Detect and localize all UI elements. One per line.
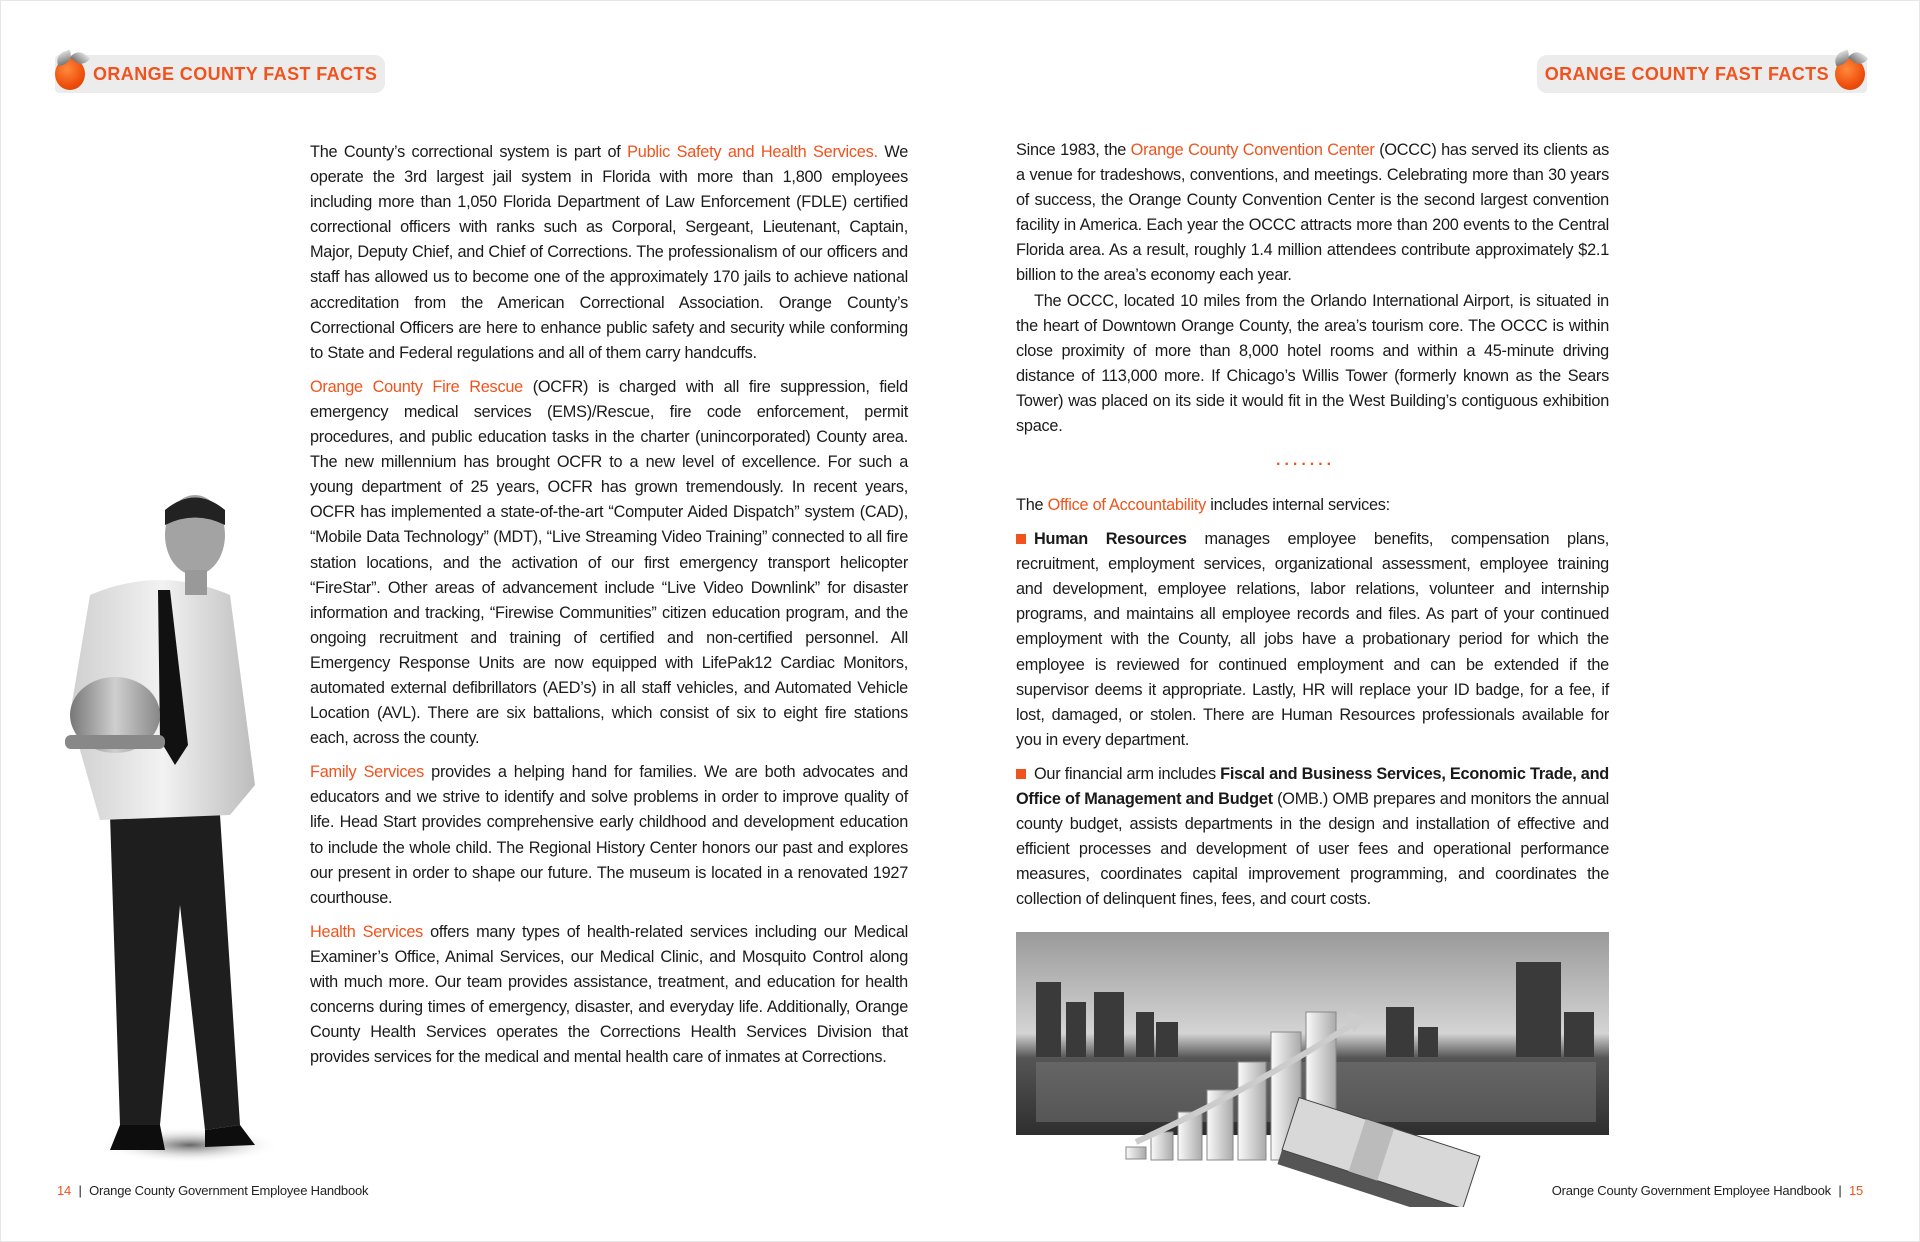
- footer-separator: |: [78, 1183, 82, 1198]
- page-number: 14: [57, 1183, 72, 1198]
- header-title: ORANGE COUNTY FAST FACTS: [93, 63, 378, 84]
- link-office-of-accountability[interactable]: Office of Accountability: [1047, 496, 1207, 514]
- text: We operate the 3rd largest jail system in Florida with more than 1,800 employees including more than 1,050 Florida Department of Law Enforcement (FDLE) certified correctional officers with ranks such as Corporal, Sergeant, Lieutenant, Captain, Major, Deputy Chief, and Chief of Corrections. The professionalism of our officers and staff has allowed us to become one of the approximately 170 jails to achieve national accreditation from the American Correctional Association. Orange County’s Correctional Officers are here to enhance public safety and security while conforming to State and Federal regulations and all of them carry handcuffs.: [310, 143, 908, 362]
- bullet-square-icon: [1016, 769, 1026, 779]
- right-column-text-lower: [1016, 493, 1609, 922]
- text: provides a helping hand for families. We are both advocates and educators and we strive to identify and solve problems in order to improve quality of life. Head Start provides comprehensive early childhood and development education to include the whole child. The Regional History Center honors our past and explores our present in order to shape our future. The museum is located in a renovated 1927 courthouse.: [310, 763, 908, 907]
- fast-facts-header-left: [55, 55, 385, 93]
- fast-facts-header-right: [1537, 55, 1867, 93]
- firefighter-photo: [40, 485, 280, 1165]
- link-convention-center[interactable]: Orange County Convention Center: [1130, 141, 1375, 159]
- link-fire-rescue[interactable]: Orange County Fire Rescue: [310, 377, 523, 396]
- footer-title: Orange County Government Employee Handbook: [89, 1183, 369, 1198]
- text: (OCCC) has served its clients as a venue for tradeshows, conventions, and meetings. Celebrating more than 30 years of success, the Orange County Convention Center is the second largest convention facility in America. Each year the OCCC attracts more than 200 events to the Central Florida area. As a result, roughly 1.4 million attendees contribute approximately $2.1 billion to the area’s economy each year.: [1016, 141, 1609, 285]
- text: offers many types of health-related services including our Medical Examiner’s Office, Animal Services, our Medical Clinic, and Mosquito Control along with much more. Our team provides assistance, treatment, and education for health concerns during times of emergency, disaster, and everyday life. Additionally, Orange County Health Services operates the Corrections Health Services Division that provides services for the medical and mental health care of inmates at Corrections.: [310, 922, 908, 1067]
- paragraph-health-services: [310, 920, 908, 1071]
- text: The County’s correctional system is part of: [310, 143, 628, 161]
- link-public-safety[interactable]: Public Safety and Health Services.: [627, 143, 878, 161]
- footer-title: Orange County Government Employee Handbook: [1551, 1183, 1831, 1198]
- paragraph-occc-location: The OCCC, located 10 miles from the Orlando International Airport, is situated in the heart of Downtown Orange County, the area’s tourism core. The OCCC is within close proximity of more than 8,000 hotel rooms and within a 45-minute driving distance of 113,000 more. If Chicago’s Willis Tower (formerly known as the Sears Tower) was placed on its side it would fit in the West Building’s contiguous exhibition space.: [1016, 291, 1609, 436]
- dotted-divider: .......: [1276, 452, 1336, 469]
- footer-right: [1552, 1183, 1863, 1198]
- paragraph-convention-center: [1016, 138, 1609, 289]
- page-number: 15: [1848, 1183, 1863, 1198]
- link-family-services[interactable]: Family Services: [310, 763, 425, 782]
- text: The: [1016, 496, 1048, 514]
- header-title: ORANGE COUNTY FAST FACTS: [1544, 63, 1829, 84]
- footer-left: [57, 1183, 368, 1198]
- text: Our financial arm includes: [1034, 764, 1221, 783]
- text: (OCFR) is charged with all fire suppression, field emergency medical services (EMS)/Rescue, fire code enforcement, permit procedures, and public education tasks in the charter (unincorporated) County area. The new millennium has brought OCFR to a new level of excellence. For such a young department of 25 years, OCFR has grown tremendously. In recent years, OCFR has implemented a state-of-the-art “Computer Aided Dispatch” system (CAD), “Mobile Data Technology” (MDT), “Live Streaming Video Training” connected to all fire station locations, and the activation of our first emergency transport helicopter “FireStar”. Other areas of advancement include “Live Video Downlink” for disaster information and tracking, “Firewise Communities” citizen education program, and the ongoing recruitment and training of certified and non-certified personnel. All Emergency Response Units are now equipped with LifePak12 Cardiac Monitors, automated external defibrillators (AED’s) in all staff vehicles, and Automated Vehicle Location (AVL). There are six battalions, which consist of six to eight fire stations each, across the county.: [310, 377, 908, 748]
- paragraph-human-resources: [1016, 527, 1609, 753]
- paragraph-family-services: [310, 760, 908, 911]
- bullet-square-icon: [1016, 534, 1026, 544]
- paragraph-financial: [1016, 762, 1609, 913]
- text: (OMB.) OMB prepares and monitors the annual county budget, assists departments in the design and installation of effective and efficient processes and development of user fees and operational performance measures, coordinates capital improvement programming, and coordinates the collection of delinquent fines, fees, and court costs.: [1016, 790, 1609, 909]
- left-column-text: [310, 140, 908, 1079]
- skyline-money-photo: [1016, 932, 1616, 1207]
- bold-text: Fiscal and Business Services, Economic Trade, and Office of Management and Budget: [1016, 764, 1609, 809]
- text: manages employee benefits, compensation plans, recruitment, employment services, organizational assessment, employee training and development, employee relations, labor relations, volunteer and internship programs, and maintains all employee records and files. As part of your continued employment with the County, all jobs have a probationary period for which the employee is reviewed for continued employment and can be extended if the supervisor deems it appropriate. Lastly, HR will replace your ID badge, for a fee, if lost, damaged, or stolen. There are Human Resources professionals available for you in every department.: [1016, 530, 1609, 749]
- paragraph-corrections: [310, 140, 908, 366]
- right-column-text: [1016, 138, 1609, 448]
- bold-text: Human Resources: [1034, 530, 1187, 549]
- paragraph-accountability: [1016, 493, 1609, 518]
- link-health-services[interactable]: Health Services: [310, 922, 424, 941]
- text: Since 1983, the: [1016, 141, 1131, 159]
- text: includes internal services:: [1206, 496, 1390, 514]
- footer-separator: |: [1838, 1183, 1842, 1198]
- paragraph-fire-rescue: [310, 375, 908, 751]
